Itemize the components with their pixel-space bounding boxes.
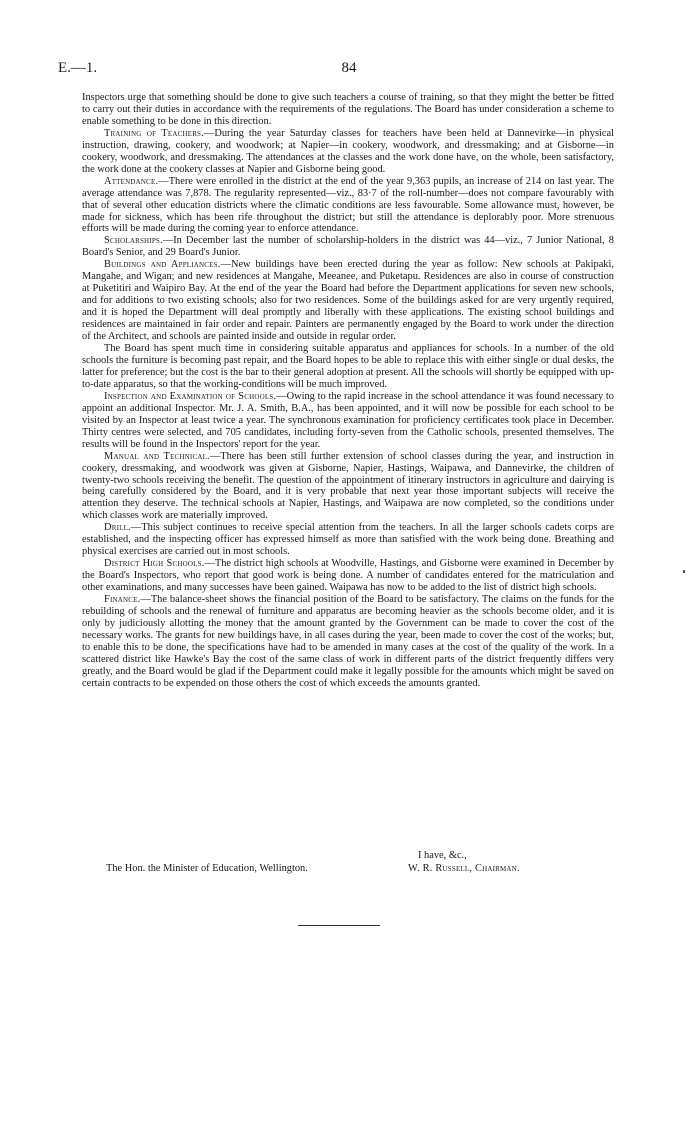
paragraph-text: —There were enrolled in the district at the end of the year 9,363 pupils, an increase of 214 on last year. The average attendance was 7,878. The regularity represented—viz., 83·7 of the roll-number—does not compare favourably with that of several other education districts where the climatic conditions are less favourable. Some allowance must, however, be made for sickness, which has been rife throughout the district; but still the attendance is deplorably poor. More strenuous efforts will be made during the coming year to enforce attendance. <box>82 175 614 235</box>
report-body <box>82 92 614 690</box>
paragraph-text: —New buildings have been erected during the year as follow: New schools at Pakipaki, Mangahe, and Wigan; and new residences at Mangahe, Meeanee, and Puketapu. Residences are also in course of construction at Puketitiri and Waipiro Bay. At the end of the year the Board had before the Department applications for seven new schools, and for additions to two existing schools; also for two residences. Some of the buildings asked for are very urgently required, and it is hoped the Department will deal promptly and liberally with these applications. The existing school buildings and residences are maintained in fair order and repair. Painters are permanently engaged by the Board to work under the direction of the Architect, and schools are painted inside and outside in regular order. <box>82 259 614 343</box>
salutation: I have, &c., <box>418 850 467 861</box>
paragraph-text: —In December last the number of scholarship-holders in the district was 44—viz., 7 Junior National, 8 Board's Senior, and 29 Board's Junior. <box>82 235 614 259</box>
section-heading: Drill. <box>104 522 131 534</box>
paragraph-district-high-schools <box>82 558 614 594</box>
paragraph-attendance <box>82 176 614 236</box>
section-heading: Attendance. <box>104 175 159 187</box>
paragraph-text: —The balance-sheet shows the financial position of the Board to be satisfactory. The claims on the funds for the rebuilding of schools and the renewal of furniture and apparatus are becoming heavier as the schools become older, and it is only by judiciously allotting the money that the amount granted by the Government can be made to cover the cost of the necessary works. The grants for new buildings have, in all cases during the year, been made to cover the cost of the works; but, to enable this to be done, the specifications have had to be amended in many cases at the cost of the quality of the work. In a scattered district like Hawke's Bay the cost of the same class of work in different parts of the district frequently differs very greatly, and the Board would be glad if the Department could make it legally possible for the amounts which might be saved on certain contracts to be expended on those others the cost of which exceeds the amounts granted. <box>82 594 614 689</box>
letter-closing <box>82 849 614 876</box>
paragraph-buildings <box>82 259 614 343</box>
page-number: 84 <box>341 60 357 76</box>
paragraph-text: —During the year Saturday classes for teachers have been held at Dannevirke—in physical instruction, drawing, cookery, and woodwork; at Napier—in cookery, woodwork, and dressmaking; and at Gisborne—in cookery, woodwork, and dressmaking. The attendances at the classes and the work done have, on the whole, been satisfactory, the work done at the cookery classes at Napier and Gisborne being good. <box>82 127 614 175</box>
paragraph-inspection <box>82 391 614 451</box>
paragraph-manual-technical <box>82 451 614 523</box>
section-heading: Manual and Technical. <box>104 450 210 462</box>
paragraph-text: —There has been still further extension of school classes during the year, and instruction in cookery, dressmaking, and woodwork was given at Gisborne, Napier, Hastings, Waipawa, and Dannevirke, the children of twenty-two schools receiving the benefit. The question of the appointment of itinerary instructors in agriculture and dairying is being carefully considered by the Board, and it is very probable that next year those important subjects will receive the attention they deserve. The technical schools at Napier, Hastings, and Waipawa are now completed, so the conditions under which classes work are materially improved. <box>82 450 614 522</box>
page-header <box>58 60 640 80</box>
section-heading: Training of Teachers. <box>104 127 204 139</box>
section-heading: Finance. <box>104 594 141 606</box>
paragraph-scholarships <box>82 235 614 259</box>
section-heading: Buildings and Appliances. <box>104 259 221 271</box>
paragraph-text: The Board has spent much time in considering suitable apparatus and appliances for schools. In a number of the old schools the furniture is becoming past repair, and the Board hopes to be able to replace this with either single or dual desks, the latter for preference; but the cost is the bar to their general adoption at present. All the schools will shortly be equipped with up-to-date apparatus, so that the working-conditions will be much improved. <box>82 343 614 390</box>
section-heading: Scholarships. <box>104 235 163 247</box>
addressee: The Hon. the Minister of Education, Wellington. <box>106 863 308 874</box>
section-heading: Inspection and Examination of Schools. <box>104 390 277 402</box>
paragraph-text: Inspectors urge that something should be done to give such teachers a course of training, so that they might the better be fitted to carry out their duties in accordance with the requirements of the regulations. The Board has under consideration a scheme to enable something to be done in this direction. <box>82 92 614 127</box>
section-heading: District High Schools. <box>104 558 205 570</box>
paragraph-drill <box>82 522 614 558</box>
signatory: W. R. Russell, Chairman. <box>408 863 520 874</box>
paragraph-text: —This subject continues to receive special attention from the teachers. In all the larger schools cadets corps are established, and the inspecting officer has expressed himself as more than satisfied with the work being done. Breathing and physical exercises are carried out in most schools. <box>82 522 614 558</box>
closing-rule <box>298 925 380 926</box>
paragraph-training-of-teachers <box>82 128 614 176</box>
scan-speck <box>683 570 685 573</box>
paragraph-finance <box>82 594 614 690</box>
paragraph-text: —Owing to the rapid increase in the school attendance it was found necessary to appoint an additional Inspector. Mr. J. A. Smith, B.A., has been appointed, and it will now be possible for each school to be visited by an Inspector at least twice a year. The synchronous examination for proficiency certificates took place in December. Thirty centres were selected, and 705 candidates, including forty-seven from the Catholic schools, presented themselves. The results will be found in the Inspectors' report for the year. <box>82 390 614 450</box>
paragraph-apparatus <box>82 343 614 391</box>
paragraph-intro <box>82 92 614 128</box>
signature-line <box>82 862 614 876</box>
document-reference: E.—1. <box>58 60 98 76</box>
paragraph-text: —The district high schools at Woodville, Hastings, and Gisborne were examined in December by the Board's Inspectors, who report that good work is being done. A number of candidates entered for the matriculation and other examinations, and many successes have been gained. Waipawa has now to be added to the list of district high schools. <box>82 558 614 594</box>
